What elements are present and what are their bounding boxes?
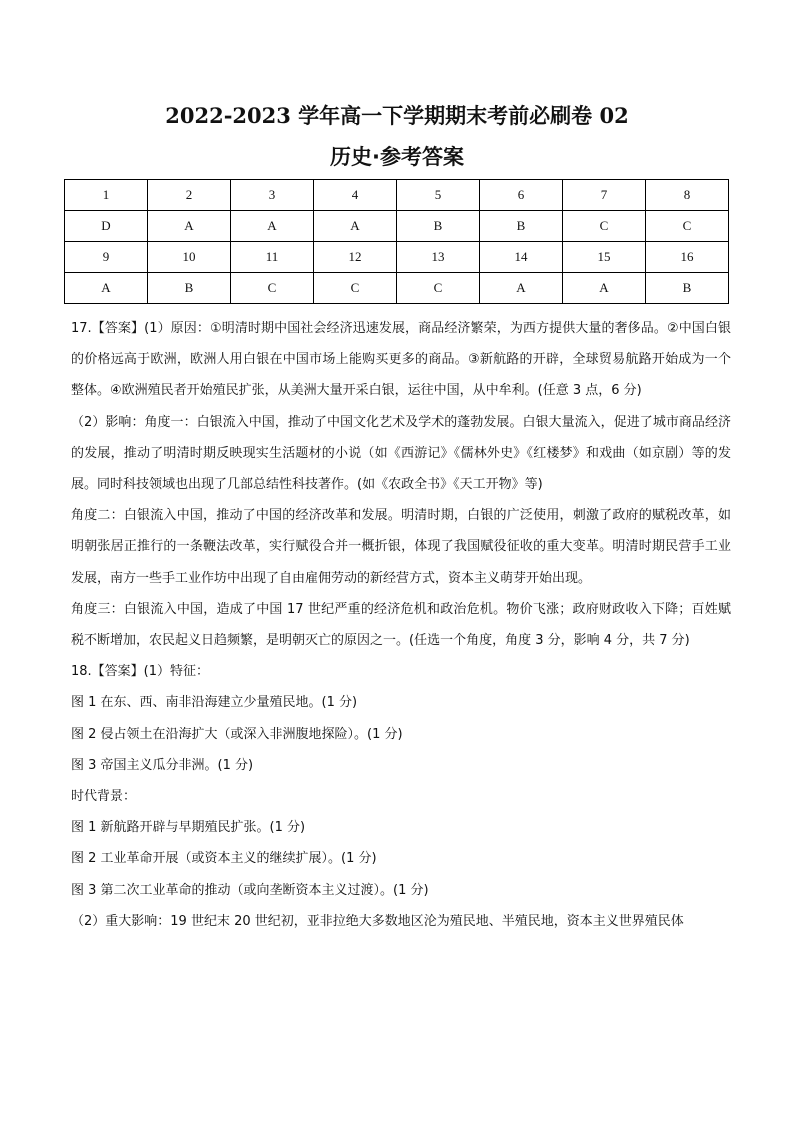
table-cell: 12 xyxy=(314,242,397,273)
table-cell: B xyxy=(148,273,231,304)
q18-feature-1: 图 1 在东、西、南非沿海建立少量殖民地。(1 分) xyxy=(71,695,358,711)
table-cell: 4 xyxy=(314,180,397,211)
table-cell: B xyxy=(397,211,480,242)
document-title: 2022-2023 学年高一下学期期末考前必刷卷 02 xyxy=(165,103,629,128)
q17-angle-two-paragraph: 角度二：白银流入中国，推动了中国的经济改革和发展。明清时期，白银的广泛使用，刺激了政府的赋税改革，如明朝张居正推行的一条鞭法改革，实行赋役合并一概折银，体现了我国赋役征收的重大变革。明清时期民营手工业发展，南方一些手工业作坊中出现了自由雇佣劳动的新经营方式，资本主义萌芽开始出现。 xyxy=(71,508,731,586)
q18-background-3: 图 3 第二次工业革命的推动（或向垄断资本主义过渡）。(1 分) xyxy=(71,882,429,898)
table-cell: 16 xyxy=(646,242,729,273)
table-cell: 7 xyxy=(563,180,646,211)
table-cell: 9 xyxy=(65,242,148,273)
q18-impact-paragraph: （2）重大影响：19 世纪末 20 世纪初，亚非拉绝大多数地区沦为殖民地、半殖民地，资本主义世界殖民体 xyxy=(71,913,684,929)
table-cell: 13 xyxy=(397,242,480,273)
answer-explanations xyxy=(71,313,731,937)
table-row xyxy=(65,273,729,304)
table-cell: A xyxy=(231,211,314,242)
table-cell: 6 xyxy=(480,180,563,211)
q18-background-1: 图 1 新航路开辟与早期殖民扩张。(1 分) xyxy=(71,820,306,836)
table-cell: 1 xyxy=(65,180,148,211)
table-cell: A xyxy=(65,273,148,304)
table-cell: 15 xyxy=(563,242,646,273)
table-row xyxy=(65,211,729,242)
table-cell: B xyxy=(480,211,563,242)
table-cell: C xyxy=(314,273,397,304)
table-row xyxy=(65,242,729,273)
document-subtitle: 历史·参考答案 xyxy=(330,145,464,169)
q18-background-2: 图 2 工业革命开展（或资本主义的继续扩展）。(1 分) xyxy=(71,851,377,867)
q18-heading: 18.【答案】(1）特征： xyxy=(71,664,210,680)
q18-feature-2: 图 2 侵占领土在沿海扩大（或深入非洲腹地探险）。(1 分) xyxy=(71,726,403,742)
table-cell: 8 xyxy=(646,180,729,211)
q17-reason-paragraph: 17.【答案】(1）原因：①明清时期中国社会经济迅速发展，商品经济繁荣，为西方提供大量的奢侈品。②中国白银的价格远高于欧洲，欧洲人用白银在中国市场上能购买更多的商品。③新航路的开辟，全球贸易航路开始成为一个整体。④欧洲殖民者开始殖民扩张，从美洲大量开采白银，运往中国，从中牟利。(任意 3 点，6 分) xyxy=(71,321,731,399)
q18-feature-3: 图 3 帝国主义瓜分非洲。(1 分) xyxy=(71,757,254,773)
table-cell: 5 xyxy=(397,180,480,211)
table-row xyxy=(65,180,729,211)
table-cell: C xyxy=(563,211,646,242)
table-cell: C xyxy=(397,273,480,304)
table-cell: C xyxy=(646,211,729,242)
table-cell: A xyxy=(314,211,397,242)
q17-impact-paragraph: （2）影响：角度一：白银流入中国，推动了中国文化艺术及学术的蓬勃发展。白银大量流入，促进了城市商品经济的发展，推动了明清时期反映现实生活题材的小说（如《西游记》《儒林外史》《红楼梦》和戏曲（如京剧）等的发展。同时科技领域也出现了几部总结性科技著作。(如《农政全书》《天工开物》等) xyxy=(71,414,731,493)
table-cell: 11 xyxy=(231,242,314,273)
table-cell: A xyxy=(563,273,646,304)
table-cell: 14 xyxy=(480,242,563,273)
table-cell: 2 xyxy=(148,180,231,211)
q18-background-heading: 时代背景： xyxy=(71,789,137,805)
table-cell: C xyxy=(231,273,314,304)
table-cell: A xyxy=(480,273,563,304)
table-cell: 10 xyxy=(148,242,231,273)
table-cell: 3 xyxy=(231,180,314,211)
table-cell: D xyxy=(65,211,148,242)
table-cell: B xyxy=(646,273,729,304)
q17-angle-three-paragraph: 角度三：白银流入中国，造成了中国 17 世纪严重的经济危机和政治危机。物价飞涨；政府财政收入下降；百姓赋税不断增加，农民起义日趋频繁，是明朝灭亡的原因之一。(任选一个角度，角度 3 分，影响 4 分，共 7 分) xyxy=(71,601,731,649)
answer-key-table xyxy=(64,179,729,304)
table-cell: A xyxy=(148,211,231,242)
